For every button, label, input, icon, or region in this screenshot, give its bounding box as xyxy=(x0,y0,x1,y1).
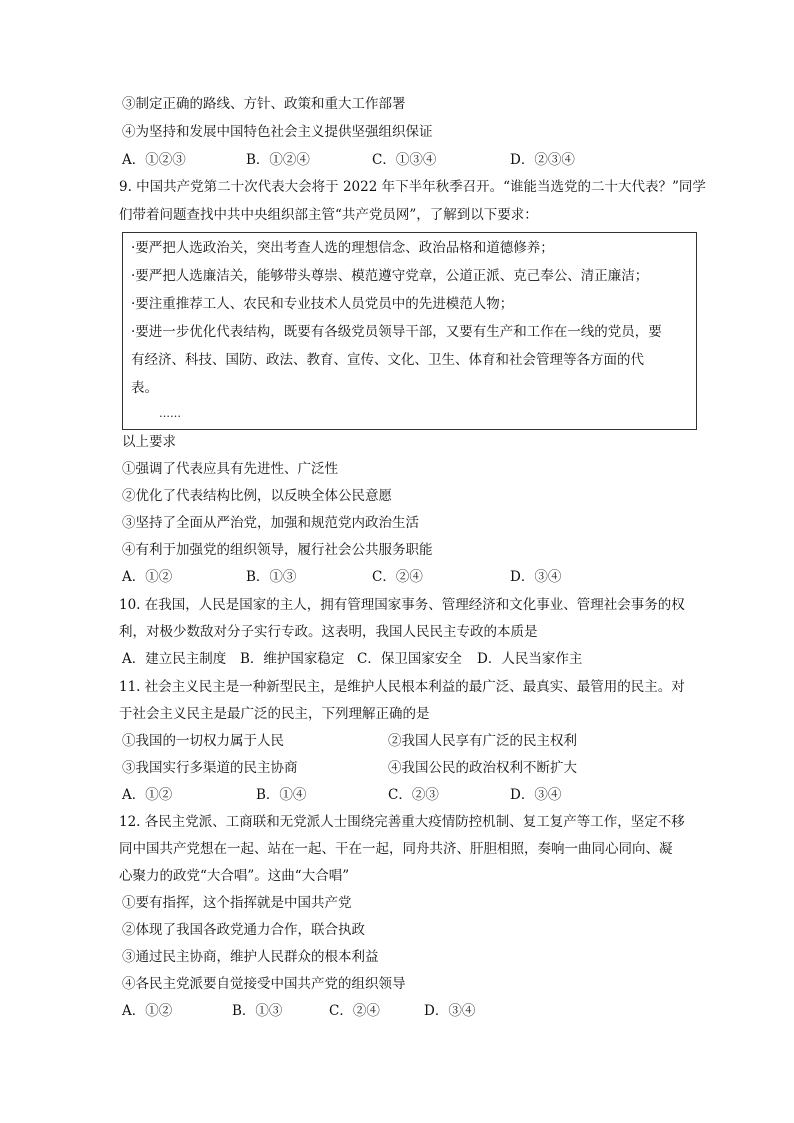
q10-option-b: B．维护国家稳定 xyxy=(240,651,345,667)
q11-item-3: ③我国实行多渠道的民主协商 xyxy=(122,760,298,776)
q11-item-2: ②我国人民享有广泛的民主权利 xyxy=(388,733,577,749)
q10-option-c: C．保卫国家安全 xyxy=(357,651,462,667)
q9-box-line-6: 表。 xyxy=(131,380,158,396)
q9-item-3: ③坚持了全面从严治党，加强和规范党内政治生活 xyxy=(122,515,419,531)
q10-stem-line-2: 利，对极少数敌对分子实行专政。这表明，我国人民民主专政的本质是 xyxy=(119,624,538,640)
q9-option-a: A．①② xyxy=(122,569,173,585)
q8-option-c: C．①③④ xyxy=(372,152,437,168)
q9-item-1: ①强调了代表应具有先进性、广泛性 xyxy=(122,461,338,477)
q12-options xyxy=(122,1002,682,1020)
q11-option-b: B．①④ xyxy=(256,787,307,803)
q12-item-2: ②体现了我国各政党通力合作，联合执政 xyxy=(122,922,365,938)
q9-option-c: C．②④ xyxy=(372,569,423,585)
q8-item-4: ④为坚持和发展中国特色社会主义提供坚强组织保证 xyxy=(122,124,433,140)
q9-box-line-4: ·要进一步优化代表结构，既要有各级党员领导干部，又要有生产和工作在一线的党员，要 xyxy=(131,324,662,340)
q11-options xyxy=(122,786,682,804)
q11-item-4: ④我国公民的政治权利不断扩大 xyxy=(388,760,577,776)
q12-item-4: ④各民主党派要自觉接受中国共产党的组织领导 xyxy=(122,976,406,992)
q9-box-line-2: ·要严把人选廉洁关，能够带头尊崇、模范遵守党章，公道正派、克己奉公、清正廉洁； xyxy=(131,268,649,284)
q9-box-line-1: ·要严把人选政治关，突出考查人选的理想信念、政治品格和道德修养； xyxy=(131,240,554,256)
q11-option-c: C．②③ xyxy=(388,787,439,803)
q8-item-3: ③制定正确的路线、方针、政策和重大工作部署 xyxy=(122,96,406,112)
q10-options xyxy=(122,650,682,668)
q12-option-b: B．①③ xyxy=(232,1003,283,1019)
q10-stem-line-1: 10. 在我国，人民是国家的主人，拥有管理国家事务、管理经济和文化事业、管理社会事务的权 xyxy=(119,597,685,613)
q9-box-ellipsis: …… xyxy=(159,407,181,420)
q9-item-4: ④有利于加强党的组织领导，履行社会公共服务职能 xyxy=(122,542,433,558)
q12-stem-line-2: 同中国共产党想在一起、站在一起、干在一起，同舟共济、肝胆相照，奏响一曲同心同向、凝 xyxy=(119,841,673,857)
q9-option-d: D．③④ xyxy=(510,569,562,585)
q9-box-line-3: ·要注重推荐工人、农民和专业技术人员党员中的先进模范人物； xyxy=(131,296,514,312)
q9-stem-line-2: 们带着问题查找中共中央组织部主管“共产党员网”，了解到以下要求： xyxy=(119,207,538,223)
q9-stem-line-1: 9. 中国共产党第二十次代表大会将于 2022 年下半年秋季召开。“谁能当选党的二十大代表？”同学 xyxy=(119,179,706,195)
q12-stem-line-3: 心聚力的政党“大合唱”。这曲“大合唱” xyxy=(119,868,350,884)
q12-option-a: A．①② xyxy=(122,1003,173,1019)
q8-options xyxy=(122,151,682,169)
q12-option-c: C．②④ xyxy=(329,1003,380,1019)
q9-option-b: B．①③ xyxy=(246,569,297,585)
q9-after-box: 以上要求 xyxy=(122,434,176,450)
q11-stem-line-1: 11. 社会主义民主是一种新型民主，是维护人民根本利益的最广泛、最真实、最管用的民主。对 xyxy=(119,679,685,695)
q11-option-a: A．①② xyxy=(122,787,173,803)
q12-option-d: D．③④ xyxy=(424,1003,476,1019)
q9-requirements-box xyxy=(122,232,697,430)
q11-option-d: D．③④ xyxy=(510,787,562,803)
q11-stem-line-2: 于社会主义民主是最广泛的民主，下列理解正确的是 xyxy=(119,706,430,722)
q12-stem-line-1: 12. 各民主党派、工商联和无党派人士围绕完善重大疫情防控机制、复工复产等工作，坚定不移 xyxy=(119,814,685,830)
q10-option-a: A．建立民主制度 xyxy=(122,651,227,667)
q12-item-3: ③通过民主协商，维护人民群众的根本利益 xyxy=(122,949,379,965)
q10-option-d: D．人民当家作主 xyxy=(477,651,583,667)
q11-item-1: ①我国的一切权力属于人民 xyxy=(122,733,284,749)
q9-item-2: ②优化了代表结构比例，以反映全体公民意愿 xyxy=(122,488,392,504)
q8-option-a: A．①②③ xyxy=(122,152,186,168)
q9-box-line-5: 有经济、科技、国防、政法、教育、宣传、文化、卫生、体育和社会管理等各方面的代 xyxy=(131,352,644,368)
q8-option-d: D．②③④ xyxy=(510,152,575,168)
q8-option-b: B．①②④ xyxy=(246,152,310,168)
q9-options xyxy=(122,568,682,586)
q12-item-1: ①要有指挥，这个指挥就是中国共产党 xyxy=(122,895,352,911)
